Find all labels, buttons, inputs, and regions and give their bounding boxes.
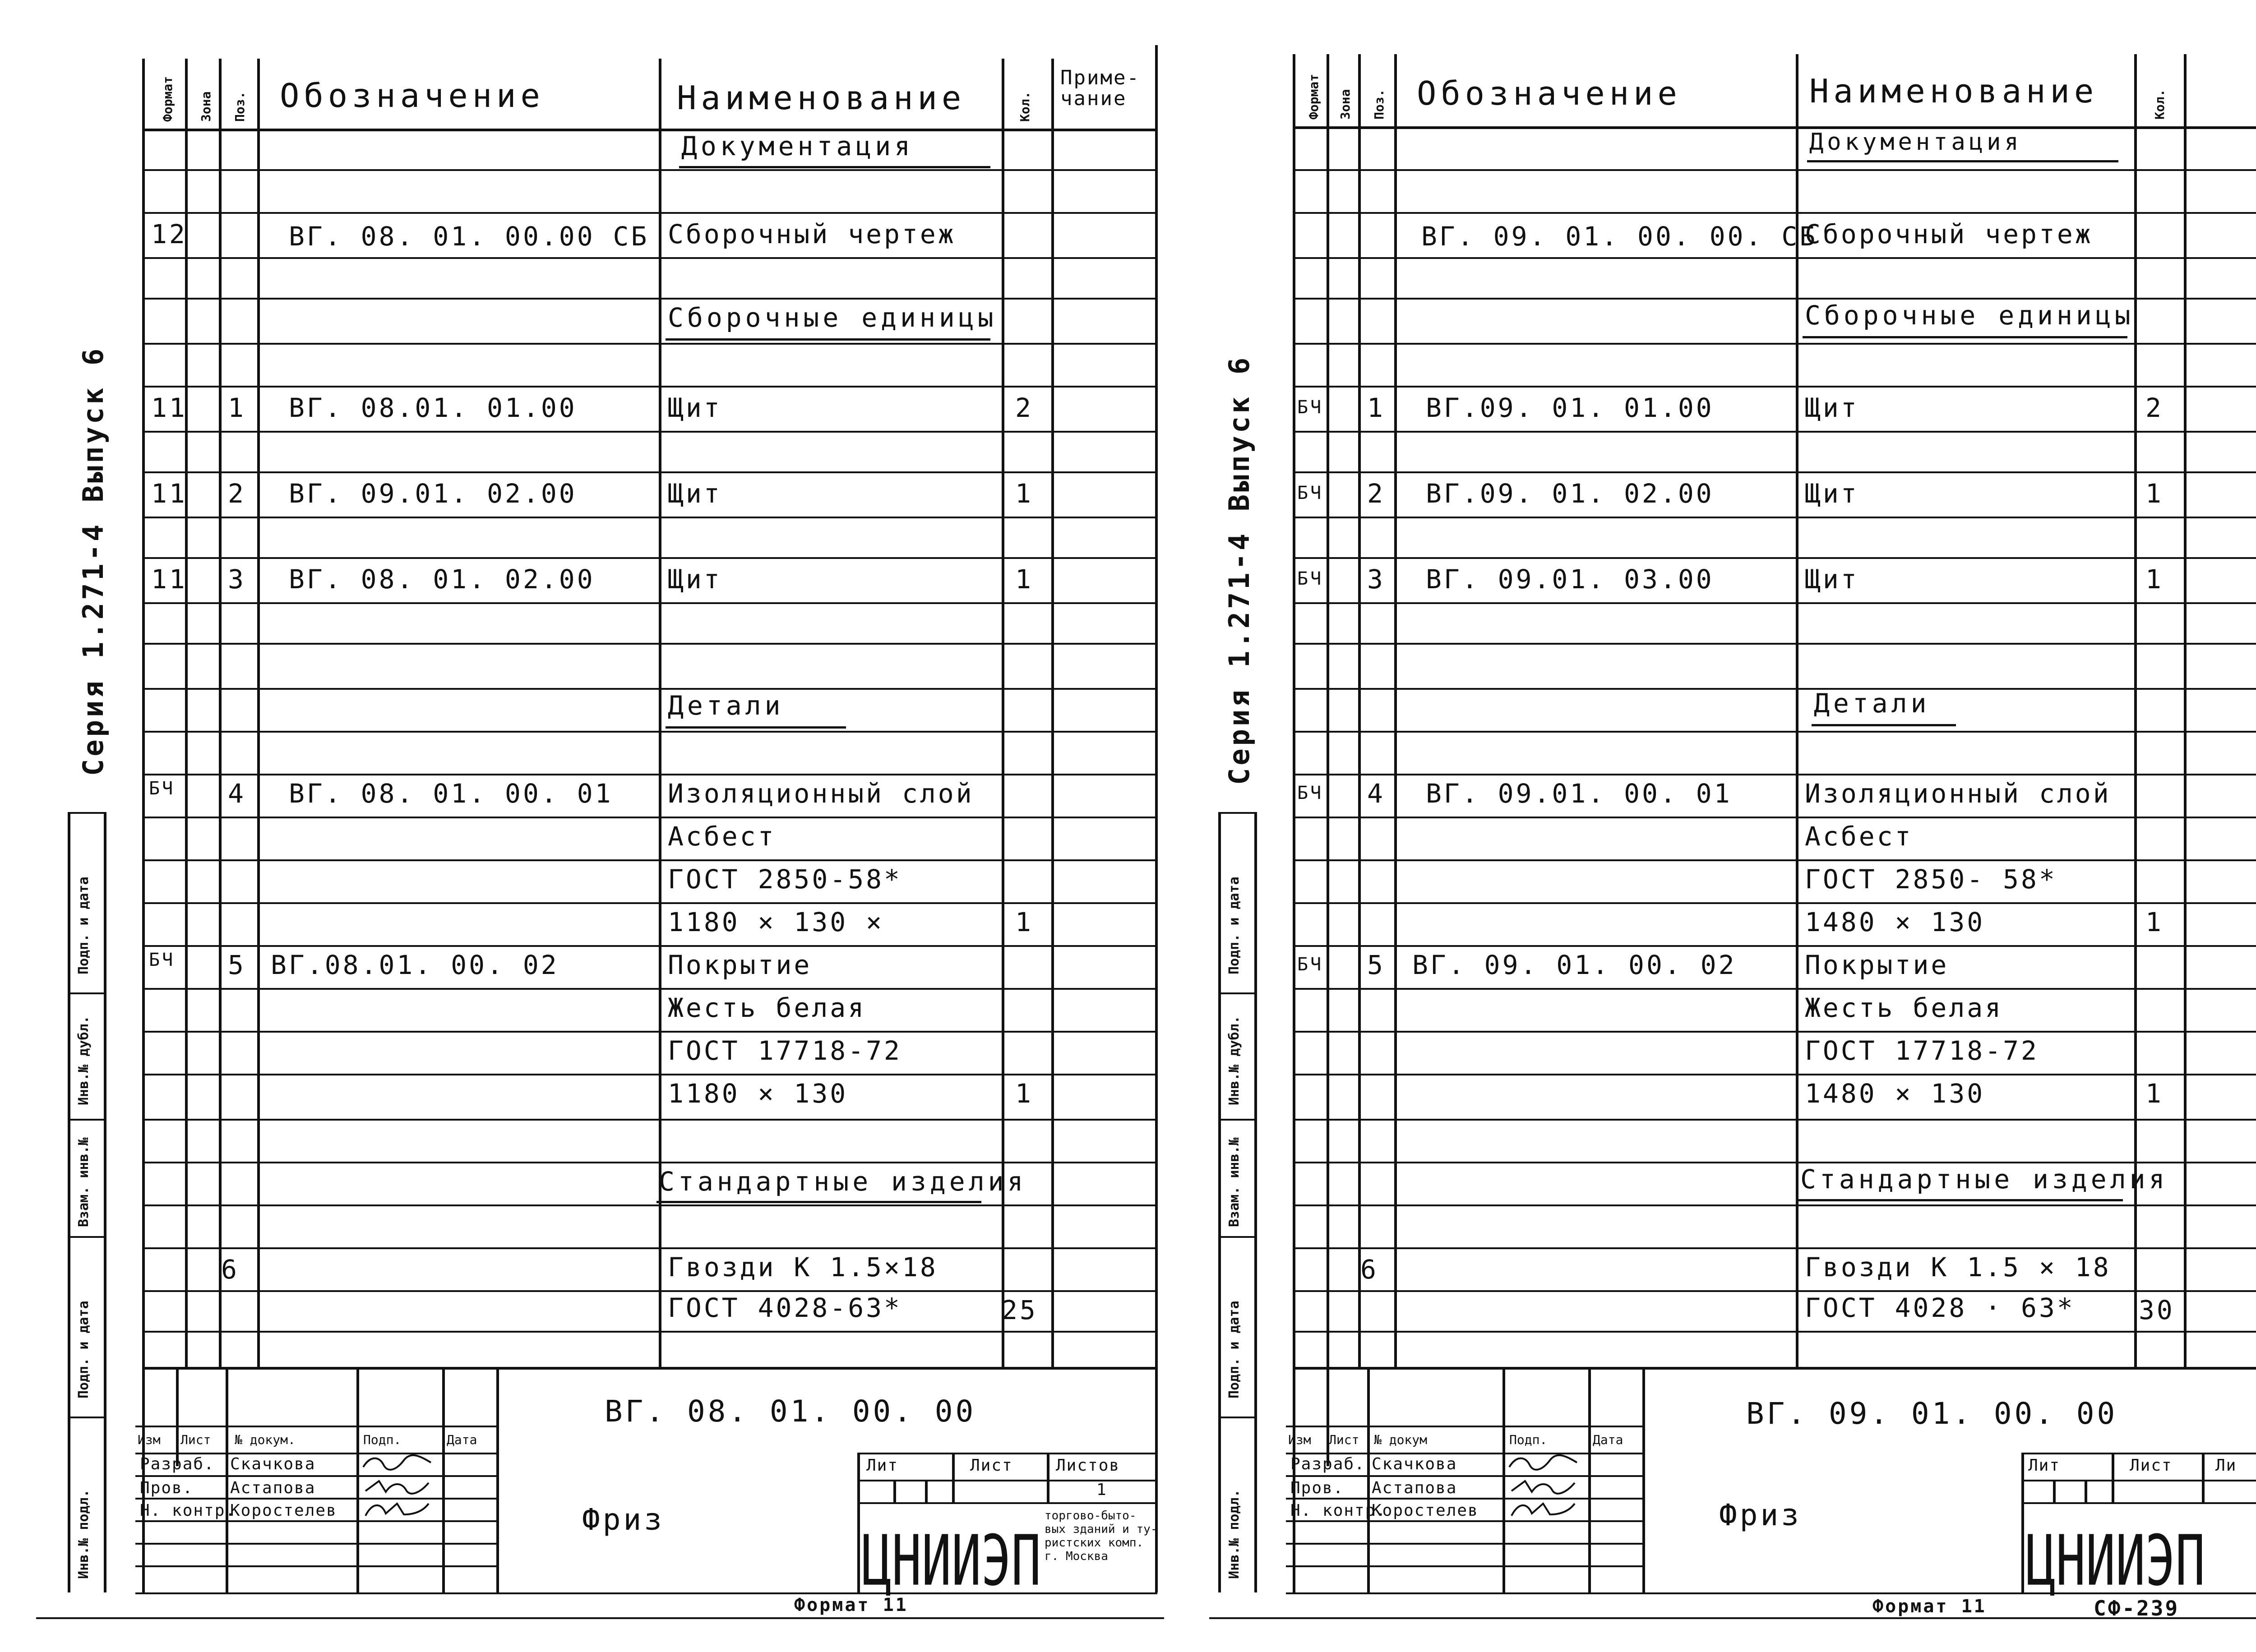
org-logo: ЦНИИЭП bbox=[2026, 1520, 2205, 1601]
section-assemblies: Сборочные единицы bbox=[1805, 300, 2134, 331]
row-name: Гвозди К 1.5×18 bbox=[668, 1252, 938, 1283]
section-details: Детали bbox=[668, 690, 784, 721]
tb-list2: Лист bbox=[970, 1456, 1013, 1475]
row-pos: 4 bbox=[228, 778, 246, 809]
row-format: БЧ bbox=[149, 778, 176, 799]
stamp-inv-podl: Инв.№ подл. bbox=[76, 1489, 92, 1579]
row-pos: 6 bbox=[221, 1254, 239, 1285]
tb-razrab: Разраб. bbox=[140, 1455, 215, 1473]
row-pos: 2 bbox=[1367, 478, 1385, 509]
tb-ndokum: № докум bbox=[1374, 1432, 1428, 1447]
row-format: БЧ bbox=[1297, 397, 1324, 418]
signature bbox=[1507, 1477, 1579, 1495]
tb-data: Дата bbox=[447, 1432, 477, 1447]
row-name: Сборочный чертеж bbox=[668, 219, 956, 249]
row-name: ГОСТ 4028 · 63* bbox=[1805, 1292, 2075, 1323]
tb-list: Лист bbox=[1329, 1432, 1359, 1447]
tb-listov-val: 1 bbox=[1096, 1481, 1107, 1499]
col-zone: Зона bbox=[199, 91, 213, 122]
tb-list: Лист bbox=[180, 1432, 211, 1447]
row-designation: ВГ. 08. 01. 02.00 bbox=[289, 564, 595, 595]
col-note: Приме- чание bbox=[1060, 66, 1140, 110]
row-qty: 1 bbox=[2145, 907, 2164, 937]
row-qty: 1 bbox=[1015, 907, 1033, 937]
row-name: Гвозди К 1.5 × 18 bbox=[1805, 1252, 2111, 1283]
tb-ndokum: № докум. bbox=[235, 1432, 296, 1447]
row-name: Щит bbox=[668, 392, 722, 423]
row-format: БЧ bbox=[1297, 954, 1324, 975]
row-name: 1480 × 130 bbox=[1805, 1078, 1985, 1109]
row-name: ГОСТ 17718-72 bbox=[668, 1035, 902, 1066]
row-name: ГОСТ 17718-72 bbox=[1805, 1035, 2039, 1066]
row-name: Покрытие bbox=[1805, 950, 1949, 980]
row-name: Щит bbox=[668, 478, 722, 509]
row-qty: 1 bbox=[1015, 1078, 1033, 1109]
stamp-inv-dubl: Инв.№ дубл. bbox=[1226, 1015, 1242, 1105]
stamp-podp-data-1: Подп. и дата bbox=[1226, 877, 1242, 974]
row-qty: 2 bbox=[1015, 392, 1033, 423]
row-name: Асбест bbox=[668, 821, 776, 852]
row-format: 11 bbox=[151, 392, 187, 423]
row-designation: ВГ.09. 01. 02.00 bbox=[1426, 478, 1714, 509]
row-name: Щит bbox=[1805, 478, 1859, 509]
row-name: Сборочный чертеж bbox=[1805, 219, 2093, 249]
row-name: Изоляционный слой bbox=[1805, 778, 2111, 809]
row-name: ГОСТ 2850-58* bbox=[668, 864, 902, 895]
row-name: Щит bbox=[1805, 564, 1859, 595]
row-designation: ВГ. 08. 01. 00.00 СБ bbox=[289, 221, 649, 252]
series-label: Серия 1.271-4 Выпуск 6 bbox=[1223, 355, 1256, 785]
row-qty: 25 bbox=[1002, 1295, 1038, 1325]
stamp-vzam-inv: Взам. инв.№ bbox=[76, 1137, 92, 1227]
tb-data: Дата bbox=[1593, 1432, 1623, 1447]
row-name: Жесть белая bbox=[1805, 992, 2003, 1023]
stamp-inv-podl: Инв.№ подл. bbox=[1226, 1489, 1242, 1579]
tb-nkontr-name: Коростелев bbox=[230, 1501, 337, 1520]
stamp-podp-data-2: Подп. и дата bbox=[76, 1301, 92, 1398]
tb-izm: Изм bbox=[1288, 1432, 1311, 1447]
row-designation: ВГ. 09. 01. 00. 00. СБ bbox=[1421, 221, 1818, 252]
tb-listov: Листов bbox=[1056, 1456, 1120, 1475]
row-designation: ВГ.08.01. 00. 02 bbox=[271, 950, 559, 980]
tb-razrab-name: Скачкова bbox=[1372, 1455, 1457, 1473]
tb-podp: Подп. bbox=[1509, 1432, 1548, 1447]
row-name: 1180 × 130 × bbox=[668, 907, 884, 937]
doc-title: Фриз bbox=[582, 1502, 665, 1537]
row-name: Жесть белая bbox=[668, 992, 866, 1023]
org-logo: ЦНИИЭП bbox=[862, 1520, 1041, 1601]
tb-podp: Подп. bbox=[363, 1432, 402, 1447]
row-format: БЧ bbox=[1297, 783, 1324, 803]
doc-code: ВГ. 08. 01. 00. 00 bbox=[605, 1394, 976, 1429]
col-name: Наименование bbox=[1809, 72, 2099, 110]
col-name: Наименование bbox=[677, 79, 966, 117]
col-qty: Кол. bbox=[2152, 89, 2167, 120]
row-qty: 1 bbox=[2145, 1078, 2164, 1109]
signature bbox=[1507, 1454, 1579, 1472]
row-name: Щит bbox=[668, 564, 722, 595]
row-pos: 3 bbox=[1367, 564, 1385, 595]
spec-sheet-right bbox=[1209, 0, 2256, 1652]
doc-title: Фриз bbox=[1719, 1498, 1802, 1532]
row-pos: 3 bbox=[228, 564, 246, 595]
series-label: Серия 1.271-4 Выпуск 6 bbox=[77, 346, 110, 776]
format-footer: Формат 11 bbox=[1872, 1596, 1987, 1617]
row-designation: ВГ.09. 01. 01.00 bbox=[1426, 392, 1714, 423]
col-format: Формат bbox=[1306, 74, 1321, 120]
row-qty: 1 bbox=[1015, 478, 1033, 509]
row-designation: ВГ. 08. 01. 00. 01 bbox=[289, 778, 613, 809]
signature bbox=[361, 1477, 433, 1495]
row-pos: 5 bbox=[1367, 950, 1385, 980]
org-full-name: торгово-быто- вых зданий и ту- ристских комп. г. Москва bbox=[1045, 1509, 1158, 1563]
row-pos: 1 bbox=[1367, 392, 1385, 423]
row-format: БЧ bbox=[149, 950, 176, 970]
section-documentation: Документация bbox=[1809, 129, 2022, 156]
row-name: ГОСТ 2850- 58* bbox=[1805, 864, 2057, 895]
tb-nkontr-name: Коростелев bbox=[1372, 1501, 1479, 1520]
row-pos: 1 bbox=[228, 392, 246, 423]
row-designation: ВГ. 09. 01. 00. 02 bbox=[1412, 950, 1737, 980]
section-documentation: Документация bbox=[681, 131, 914, 162]
row-name: 1480 × 130 bbox=[1805, 907, 1985, 937]
tb-listov: Ли bbox=[2215, 1456, 2237, 1475]
row-name: ГОСТ 4028-63* bbox=[668, 1292, 902, 1323]
tb-izm: Изм bbox=[138, 1432, 161, 1447]
tb-nkontr: Н. контр. bbox=[1290, 1501, 1387, 1520]
row-pos: 6 bbox=[1360, 1254, 1378, 1285]
sheet-code: СФ-239 bbox=[2094, 1596, 2180, 1620]
signature bbox=[361, 1454, 433, 1472]
signature bbox=[361, 1500, 433, 1518]
tb-prov: Пров. bbox=[1290, 1479, 1344, 1497]
section-standard: Стандартные изделия bbox=[1800, 1164, 2168, 1195]
tb-list2: Лист bbox=[2130, 1456, 2173, 1475]
tb-razrab-name: Скачкова bbox=[230, 1455, 316, 1473]
col-designation: Обозначение bbox=[1417, 74, 1682, 112]
row-pos: 4 bbox=[1367, 778, 1385, 809]
tb-razrab: Разраб. bbox=[1290, 1455, 1365, 1473]
row-designation: ВГ. 09.01. 03.00 bbox=[1426, 564, 1714, 595]
col-pos: Поз. bbox=[1372, 89, 1387, 120]
signature bbox=[1507, 1500, 1579, 1518]
row-designation: ВГ. 09.01. 02.00 bbox=[289, 478, 577, 509]
tb-lit: Лит bbox=[866, 1456, 899, 1475]
stamp-inv-dubl: Инв.№ дубл. bbox=[76, 1015, 92, 1105]
doc-code: ВГ. 09. 01. 00. 00 bbox=[1746, 1396, 2118, 1431]
stamp-vzam-inv: Взам. инв.№ bbox=[1226, 1137, 1242, 1227]
tb-prov-name: Астапова bbox=[230, 1479, 316, 1497]
col-format: Формат bbox=[160, 76, 175, 122]
row-pos: 2 bbox=[228, 478, 246, 509]
row-qty: 2 bbox=[2145, 392, 2164, 423]
row-format: БЧ bbox=[1297, 483, 1324, 503]
stamp-podp-data-2: Подп. и дата bbox=[1226, 1301, 1242, 1398]
row-name: Щит bbox=[1805, 392, 1859, 423]
col-designation: Обозначение bbox=[280, 77, 545, 115]
tb-prov-name: Астапова bbox=[1372, 1479, 1457, 1497]
row-format: БЧ bbox=[1297, 568, 1324, 589]
col-zone: Зона bbox=[1338, 89, 1353, 120]
tb-nkontr: Н. контр. bbox=[140, 1501, 236, 1520]
section-assemblies: Сборочные единицы bbox=[668, 302, 997, 333]
tb-lit: Лит bbox=[2028, 1456, 2061, 1475]
row-designation: ВГ. 08.01. 01.00 bbox=[289, 392, 577, 423]
tb-prov: Пров. bbox=[140, 1479, 194, 1497]
row-name: 1180 × 130 bbox=[668, 1078, 848, 1109]
col-qty: Кол. bbox=[1017, 91, 1032, 122]
row-qty: 1 bbox=[1015, 564, 1033, 595]
section-details: Детали bbox=[1814, 688, 1930, 719]
row-name: Асбест bbox=[1805, 821, 1913, 852]
row-name: Покрытие bbox=[668, 950, 812, 980]
row-format: 11 bbox=[151, 564, 187, 595]
row-qty: 1 bbox=[2145, 478, 2164, 509]
row-designation: ВГ. 09.01. 00. 01 bbox=[1426, 778, 1732, 809]
col-pos: Поз. bbox=[232, 91, 247, 122]
stamp-podp-data-1: Подп. и дата bbox=[76, 877, 92, 974]
row-format: 12 bbox=[151, 219, 187, 249]
row-pos: 5 bbox=[228, 950, 246, 980]
row-qty: 30 bbox=[2139, 1295, 2175, 1325]
row-format: 11 bbox=[151, 478, 187, 509]
row-qty: 1 bbox=[2145, 564, 2164, 595]
section-standard: Стандартные изделия bbox=[659, 1166, 1027, 1197]
row-name: Изоляционный слой bbox=[668, 778, 974, 809]
format-footer: Формат 11 bbox=[794, 1595, 908, 1615]
